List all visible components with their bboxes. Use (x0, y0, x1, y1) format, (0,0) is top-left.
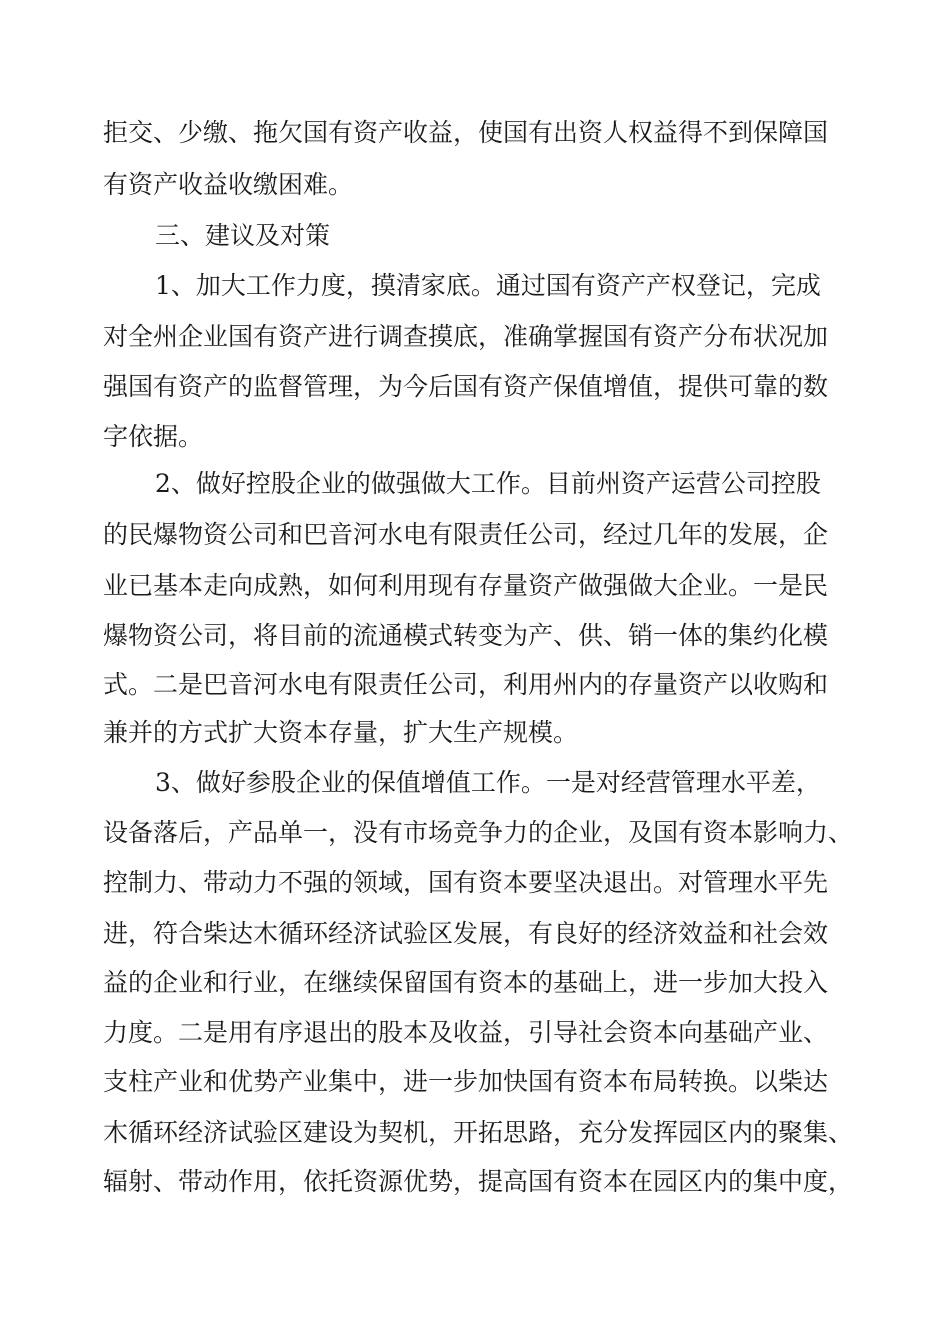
text-line: 力度。二是用有序退出的股本及收益，引导社会资本向基础产业、 (103, 1018, 829, 1047)
text-line: 设备落后，产品单一，没有市场竞争力的企业，及国有资本影响力、 (103, 818, 854, 847)
text-line: 兼并的方式扩大资本存量，扩大生产规模。 (103, 718, 579, 747)
text-line: 业已基本走向成熟，如何利用现有存量资产做强做大企业。一是民 (103, 571, 829, 600)
text-line: 益的企业和行业，在继续保留国有资本的基础上，进一步加大投入 (103, 968, 829, 997)
text-line: 辐射、带动作用，依托资源优势，提高国有资本在园区内的集中度， (103, 1167, 854, 1196)
text-line: 控制力、带动力不强的领域，国有资本要坚决退出。对管理水平先 (103, 868, 829, 897)
text-line: 木循环经济试验区建设为契机，开拓思路，充分发挥园区内的聚集、 (103, 1118, 854, 1147)
text-line: 式。二是巴音河水电有限责任公司，利用州内的存量资产以收购和 (103, 670, 829, 699)
text-line: 1、加大工作力度，摸清家底。通过国有资产产权登记，完成 (155, 271, 821, 300)
text-line: 拒交、少缴、拖欠国有资产收益，使国有出资人权益得不到保障国 (103, 118, 829, 147)
text-line: 强国有资产的监督管理，为今后国有资产保值增值，提供可靠的数 (103, 372, 829, 401)
text-line: 有资产收益收缴困难。 (103, 170, 354, 199)
text-line: 支柱产业和优势产业集中，进一步加快国有资本布局转换。以柴达 (103, 1067, 829, 1096)
text-line: 字依据。 (103, 422, 204, 451)
section-heading: 三、建议及对策 (155, 221, 331, 250)
text-line: 爆物资公司，将目前的流通模式转变为产、供、销一体的集约化模 (103, 621, 829, 650)
text-line: 2、做好控股企业的做强做大工作。目前州资产运营公司控股 (155, 469, 821, 498)
text-line: 的民爆物资公司和巴音河水电有限责任公司，经过几年的发展，企 (103, 520, 829, 549)
text-line: 对全州企业国有资产进行调查摸底，准确掌握国有资产分布状况加 (103, 322, 829, 351)
text-line: 3、做好参股企业的保值增值工作。一是对经营管理水平差， (155, 768, 821, 797)
text-line: 进，符合柴达木循环经济试验区发展，有良好的经济效益和社会效 (103, 919, 829, 948)
